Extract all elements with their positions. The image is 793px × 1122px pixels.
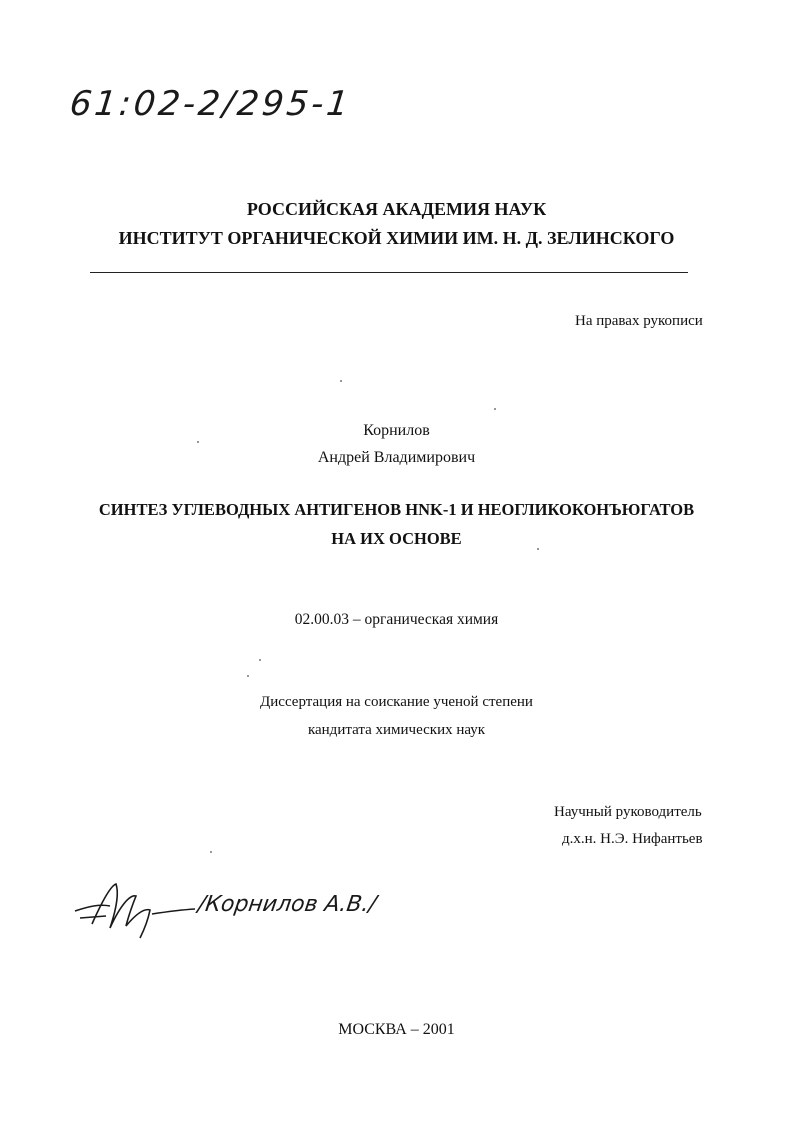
handwritten-archive-code: 61:02-2/295-1: [67, 84, 354, 124]
scan-speck: [197, 441, 199, 443]
thesis-title-line-1: СИНТЕЗ УГЛЕВОДНЫХ АНТИГЕНОВ HNK-1 И НЕОГЛИКОКОНЪЮГАТОВ: [98, 500, 695, 519]
scan-speck: [210, 851, 212, 853]
thesis-title-line-2: НА ИХ ОСНОВЕ: [331, 529, 462, 548]
advisor-name: д.х.н. Н.Э. Нифантьев: [562, 831, 703, 847]
organization-line-1: РОССИЙСКАЯ АКАДЕМИЯ НАУК: [246, 199, 547, 219]
city-year: МОСКВА – 2001: [338, 1021, 455, 1038]
dissertation-line-1: Диссертация на соискание ученой степени: [260, 694, 533, 710]
scan-speck: [494, 408, 496, 410]
advisor-label: Научный руководитель: [554, 804, 702, 820]
signature-scribble: [70, 876, 200, 946]
dissertation-line-2: кандитата химических наук: [307, 722, 486, 738]
author-surname: Корнилов: [363, 422, 430, 439]
header-divider: [90, 272, 688, 273]
specialty: 02.00.03 – органическая химия: [294, 611, 499, 628]
scan-speck: [259, 659, 261, 661]
organization-line-2: ИНСТИТУТ ОРГАНИЧЕСКОЙ ХИМИИ ИМ. Н. Д. ЗЕЛИНСКОГО: [118, 228, 675, 248]
scan-speck: [537, 548, 539, 550]
author-name: Андрей Владимирович: [317, 449, 476, 466]
signature-handwritten-name: /Корнилов А.В./: [196, 892, 378, 917]
rights-note: На правах рукописи: [575, 313, 703, 329]
scan-speck: [340, 380, 342, 382]
scan-speck: [247, 675, 249, 677]
